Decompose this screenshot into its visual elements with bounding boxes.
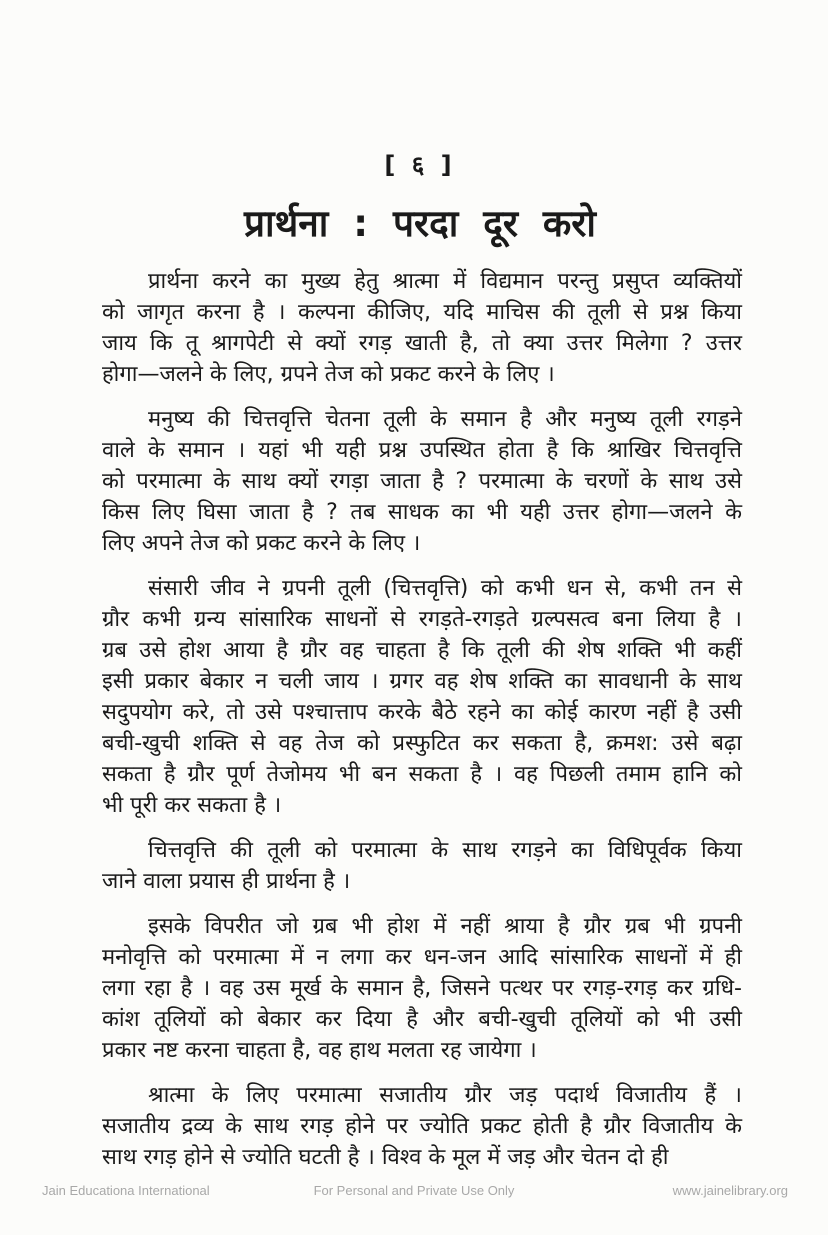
paragraph bbox=[102, 266, 742, 390]
text-line: साथ रगड़ होने से ज्योति घटती है । विश्व के मूल में जड़ और चेतन दो ही bbox=[102, 1145, 669, 1170]
text-line: मनुष्य की चित्तवृत्ति चेतना तूली के समान है और मनुष्य तूली रगड़ने bbox=[148, 407, 742, 432]
text-line: को परमात्मा के साथ क्यों रगड़ा जाता है ? परमात्मा के चरणों के साथ उसे bbox=[102, 469, 742, 494]
text-line: जाय कि तू श्रागपेटी से क्यों रगड़ खाती है, तो क्या उत्तर मिलेगा ? उत्तर bbox=[102, 331, 742, 356]
text-line: संसारी जीव ने ग्रपनी तूली (चित्तवृत्ति) को कभी धन से, कभी तन से bbox=[148, 576, 742, 601]
text-line: को जागृत करना है । कल्पना कीजिए, यदि माचिस की तूली से प्रश्न किया bbox=[102, 300, 742, 325]
paragraph bbox=[102, 573, 742, 821]
footer-usage-notice: For Personal and Private Use Only bbox=[313, 1183, 515, 1198]
text-line: भी पूरी कर सकता है । bbox=[102, 793, 282, 818]
body-text bbox=[102, 266, 742, 1187]
text-line: बची-खुची शक्ति से वह तेज को प्रस्फुटित कर सकता है, क्रमश: उसे बढ़ा bbox=[102, 731, 742, 756]
text-line: लिए अपने तेज को प्रकट करने के लिए । bbox=[102, 531, 421, 556]
text-line: वाले के समान । यहां भी यही प्रश्न उपस्थित होता है कि श्राखिर चित्तवृत्ति bbox=[102, 438, 742, 463]
paragraph bbox=[102, 404, 742, 559]
text-line: सजातीय द्रव्य के साथ रगड़ होने पर ज्योति प्रकट होती है ग्रौर विजातीय के bbox=[102, 1114, 742, 1139]
page-title: प्रार्थना : परदा दूर करो bbox=[243, 202, 596, 245]
page-number: [ ६ ] bbox=[384, 151, 456, 179]
text-line: जाने वाला प्रयास ही प्रार्थना है । bbox=[102, 869, 351, 894]
text-line: इसके विपरीत जो ग्रब भी होश में नहीं श्राया है ग्रौर ग्रब भी ग्रपनी bbox=[148, 914, 742, 939]
footer-publisher: Jain Educationa International bbox=[42, 1183, 210, 1198]
paragraph bbox=[102, 911, 742, 1066]
text-line: किस लिए घिसा जाता है ? तब साधक का भी यही उत्तर होगा—जलने के bbox=[102, 500, 742, 525]
text-line: इसी प्रकार बेकार न चली जाय । ग्रगर वह शेष शक्ति का सावधानी के साथ bbox=[102, 669, 742, 694]
text-line: प्रकार नष्ट करना चाहता है, वह हाथ मलता रह जायेगा । bbox=[102, 1038, 537, 1063]
text-line: कांश तूलियों को बेकार कर दिया है और बची-खुची तूलियों को भी उसी bbox=[102, 1007, 742, 1032]
text-line: चित्तवृत्ति की तूली को परमात्मा के साथ रगड़ने का विधिपूर्वक किया bbox=[148, 838, 742, 863]
text-line: श्रात्मा के लिए परमात्मा सजातीय ग्रौर जड़ पदार्थ विजातीय हैं । bbox=[148, 1083, 742, 1108]
text-line: मनोवृत्ति को परमात्मा में न लगा कर धन-जन आदि सांसारिक साधनों में ही bbox=[102, 945, 742, 970]
text-line: ग्रौर कभी ग्रन्य सांसारिक साधनों से रगड़ते-रगड़ते ग्रल्पसत्व बना लिया है । bbox=[102, 607, 742, 632]
text-line: लगा रहा है । वह उस मूर्ख के समान है, जिसने पत्थर पर रगड़-रगड़ कर ग्रधि- bbox=[102, 976, 742, 1001]
paragraph bbox=[102, 835, 742, 897]
text-line: होगा—जलने के लिए, ग्रपने तेज को प्रकट करने के लिए । bbox=[102, 362, 555, 387]
text-line: प्रार्थना करने का मुख्य हेतु श्रात्मा में विद्यमान परन्तु प्रसुप्त व्यक्तियों bbox=[148, 269, 742, 294]
text-line: सकता है ग्रौर पूर्ण तेजोमय भी बन सकता है । वह पिछली तमाम हानि को bbox=[102, 762, 742, 787]
footer-website: www.jainelibrary.org bbox=[672, 1183, 788, 1198]
text-line: सदुपयोग करे, तो उसे पश्चात्ताप करके बैठे रहने का कोई कारण नहीं है उसी bbox=[102, 700, 742, 725]
text-line: ग्रब उसे होश आया है ग्रौर वह चाहता है कि तूली की शेष शक्ति भी कहीं bbox=[102, 638, 742, 663]
scan-footer bbox=[0, 1183, 828, 1203]
paragraph bbox=[102, 1080, 742, 1173]
